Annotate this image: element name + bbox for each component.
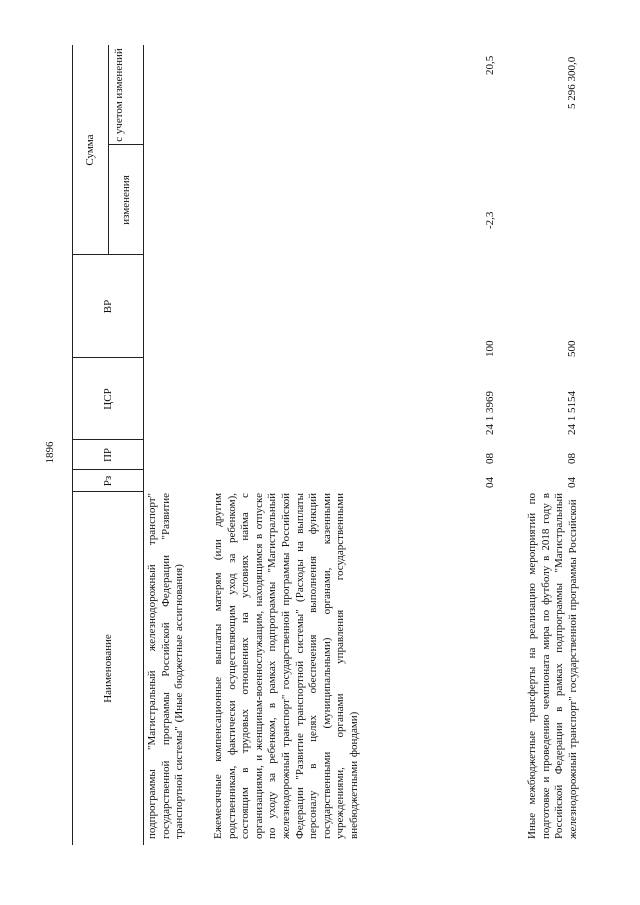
page-number: 1896 xyxy=(44,441,56,464)
row-3-pr: 08 xyxy=(566,453,578,464)
row-3-name: Иные межбюджетные трансферты на реализацию мероприятий по подготовке и проведению чемпионата мира по футболу в 2018 году в Российской Федерации в рамках подпрограммы "Магистральный железнодорожный транспорт" государственной программы Российской xyxy=(526,493,579,839)
row-3-with-change: 5 296 300,0 xyxy=(566,56,578,109)
header-rz: Рз xyxy=(102,475,114,487)
row-1-name: подпрограммы "Магистральный железнодорожный транспорт" государственной программы Российской Федерации "Развитие транспортной системы" (Иные бюджетные ассигнования) xyxy=(146,493,186,839)
row-2-change: -2,3 xyxy=(484,211,496,229)
row-2-rz: 04 xyxy=(484,477,496,488)
row-2-name: Ежемесячные компенсационные выплаты матерям (или другим родственникам, фактически осуществляющим уход за ребенком), состоящим в трудовых отношениях на условиях найма с организациями, и женщинам-военнослужащим, находящимся в отпуске по уходу за ребенком, в рамках подпрограммы "Магистральный железнодорожный транспорт" государственной программы Российской Федерации "Развитие транспортной системы" (Расходы на выплаты персоналу в целях обеспечения выполнения функций государственными (муниципальными) органами, казенными учреждениями, органами управления государственными внебюджетными фондами) xyxy=(212,493,360,839)
header-change: изменения xyxy=(120,175,132,225)
header-with-change: с учетом изменений xyxy=(113,48,125,142)
row-3-csr: 24 1 5154 xyxy=(566,391,578,435)
header-csr: ЦСР xyxy=(102,388,114,410)
row-2-pr: 08 xyxy=(484,453,496,464)
row-2-with-change: 20,5 xyxy=(484,55,496,75)
sum-divider xyxy=(108,45,109,255)
header-pr: ПР xyxy=(102,447,114,463)
row-3-vr: 500 xyxy=(566,340,578,357)
table-top-border xyxy=(72,45,73,845)
row-2-vr: 100 xyxy=(484,340,496,357)
header-vr: ВР xyxy=(102,299,114,314)
row-3-rz: 04 xyxy=(566,477,578,488)
header-bottom-border xyxy=(143,45,144,845)
row-2-csr: 24 1 3969 xyxy=(484,391,496,435)
header-sum: Сумма xyxy=(84,134,96,166)
header-name: Наименование xyxy=(102,634,114,703)
